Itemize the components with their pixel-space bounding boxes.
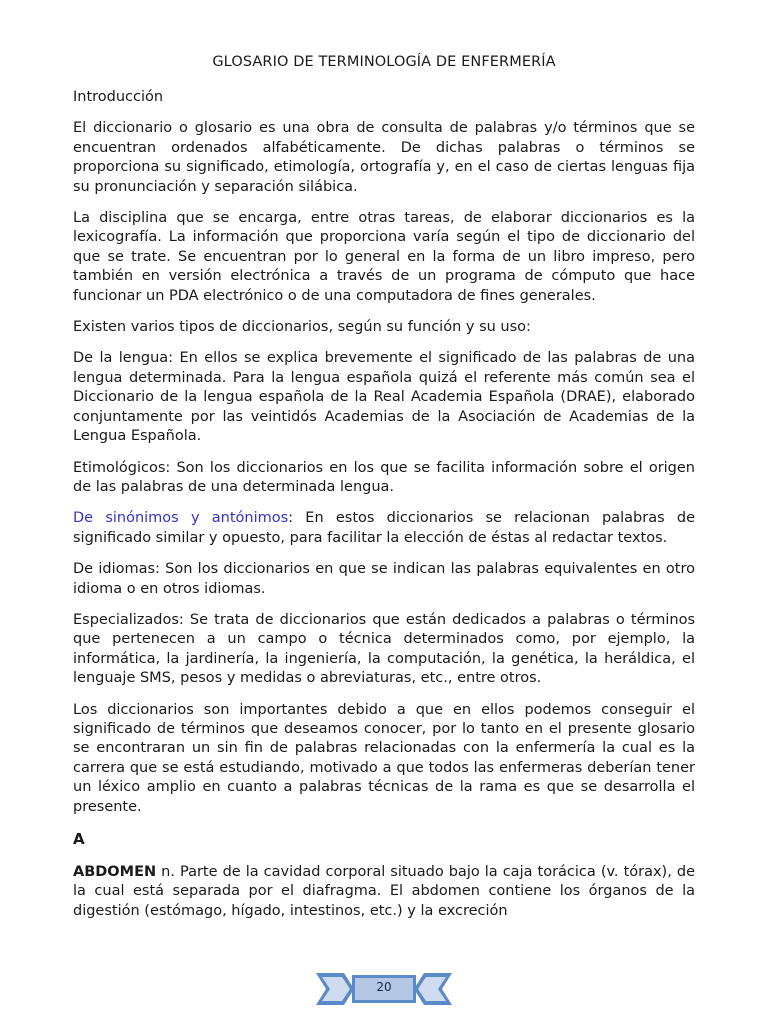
entry-definition: n. Parte de la cavidad corporal situado bajo la caja torácica (v. tórax), de la cual está separada por el diafragma. El abdomen contiene los órganos de la digestión (estómago, hígado, intestinos, etc.) y la excreción — [73, 864, 695, 919]
synonyms-text: : En estos diccionarios se relacionan palabras de significado similar y opuesto, para facilitar la elección de éstas al redactar textos. — [73, 510, 695, 546]
paragraph-etymological: Etimológicos: Son los diccionarios en los que se facilita información sobre el origen de las palabras de una determinada lengua. — [73, 459, 695, 495]
paragraph-specialized: Especializados: Se trata de diccionarios que están dedicados a palabras o términos que pertenecen a un campo o técnica determinados como, por ejemplo, la informática, la jardinería, la ingeniería, la computación, la genética, la heráldica, el lenguaje SMS, pesos y medidas o abreviaturas, etc., entre otros. — [73, 611, 695, 687]
paragraph-language-dictionary: De la lengua: En ellos se explica brevemente el significado de las palabras de una lengua determinada. Para la lengua española quizá el referente más común sea el Diccionario de la lengua española de la Real Academia Española (DRAE), elaborado conjuntamente por las veintidós Academias de la Asociación de Academias de la Lengua Española. — [73, 350, 695, 445]
intro-heading: Introducción — [73, 89, 164, 105]
document-page — [73, 52, 695, 933]
synonyms-link[interactable]: De sinónimos y antónimos — [73, 510, 289, 527]
page-number: 20 — [376, 980, 392, 994]
section-letter-heading: A — [73, 830, 85, 848]
paragraph-synonyms — [73, 509, 695, 548]
paragraph-definition: El diccionario o glosario es una obra de consulta de palabras y/o términos que se encuentran ordenados alfabéticamente. De dichas palabras o términos se proporciona su significado, etimología, ortografía y, en el caso de ciertas lenguas fija su pronunciación y separación silábica. — [73, 120, 695, 195]
paragraph-lexicography: La disciplina que se encarga, entre otras tareas, de elaborar diccionarios es la lexicografía. La información que proporciona varía según el tipo de diccionario del que se trate. Se encuentran por lo general en la forma de un libro impreso, pero también en versión electrónica a través de un programa de cómputo que hace funcionar un PDA electrónico o de una computadora de fines generales. — [73, 210, 695, 304]
glossary-entry — [73, 863, 695, 921]
page-number-badge — [314, 969, 454, 1009]
paragraph-types-intro: Existen varios tipos de diccionarios, según su función y su uso: — [73, 319, 531, 336]
paragraph-languages: De idiomas: Son los diccionarios en que se indican las palabras equivalentes en otro idioma o en otros idiomas. — [73, 561, 695, 597]
paragraph-importance: Los diccionarios son importantes debido a que en ellos podemos conseguir el significado de términos que deseamos conocer, por lo tanto en el presente glosario se encontraran un sin fin de palabras relacionadas con la enfermería la cual es la carrera que se está estudiando, motivado a que todos las enfermeras deberían tener un léxico amplio en cuanto a palabras técnicas de la rama es que se desarrolla el presente. — [73, 701, 695, 815]
document-title: GLOSARIO DE TERMINOLOGÍA DE ENFERMERÍA — [212, 54, 556, 70]
entry-term: ABDOMEN — [73, 864, 157, 880]
